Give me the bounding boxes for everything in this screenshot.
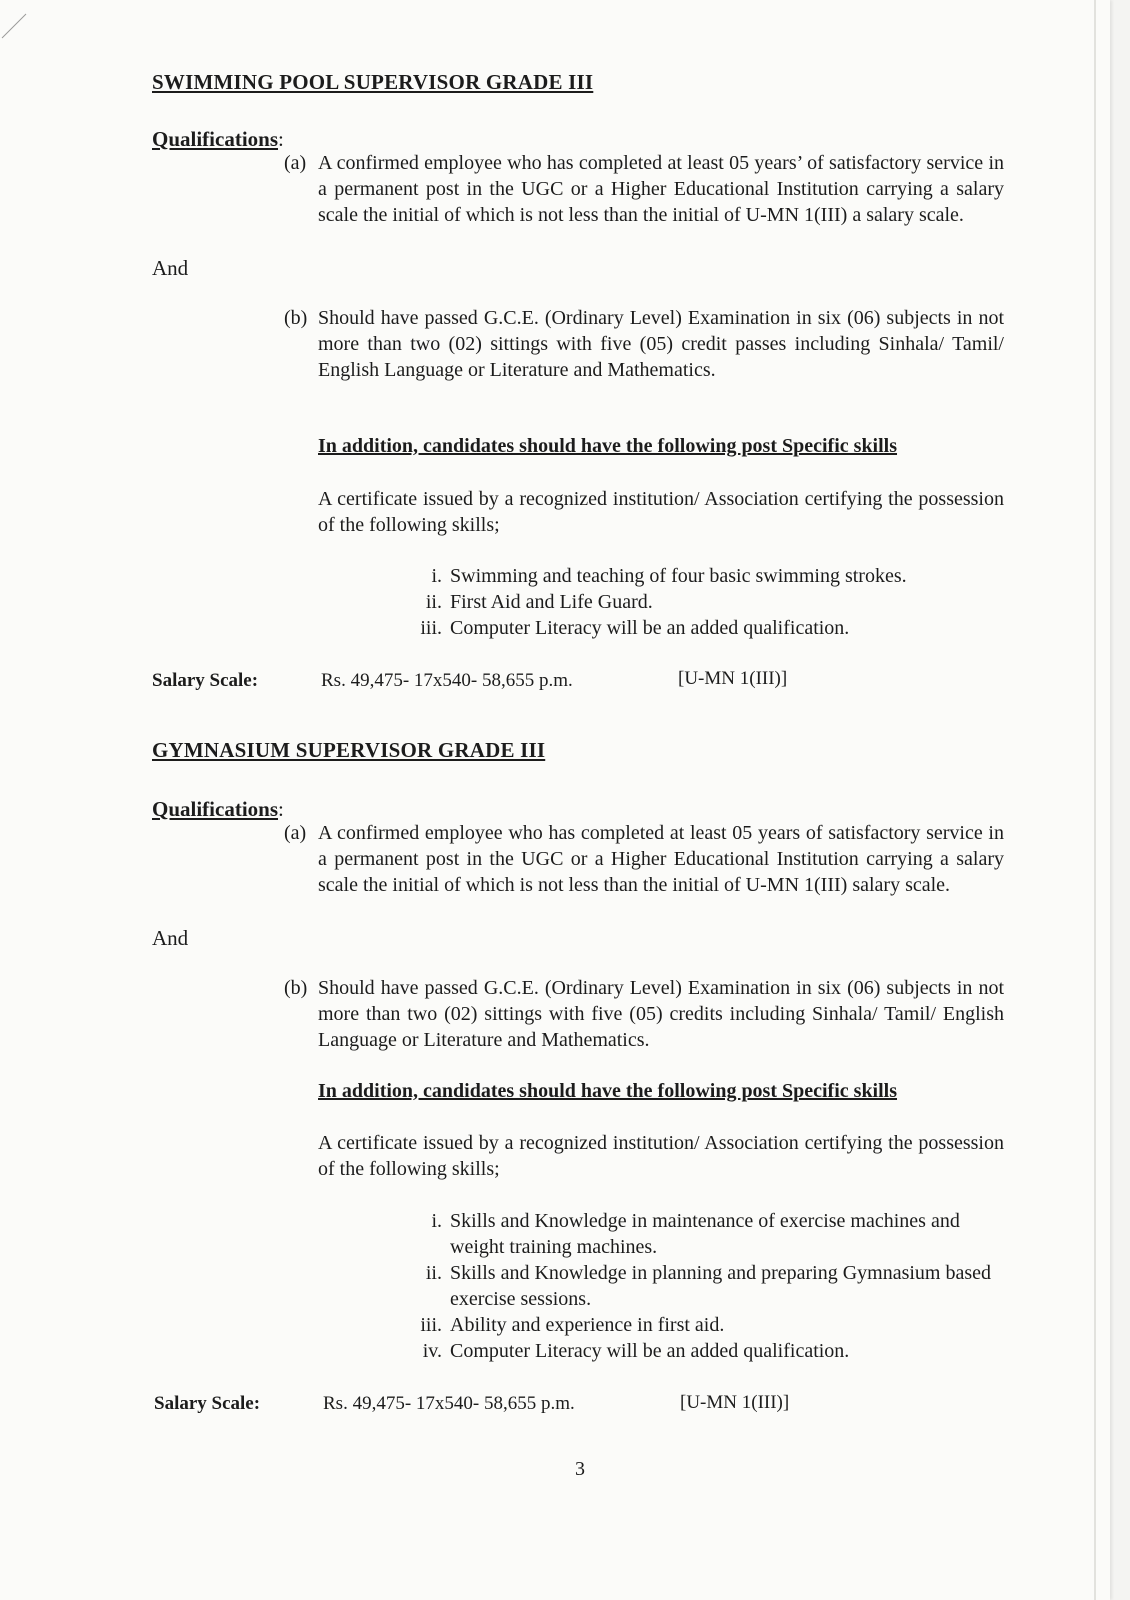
list-item-text: First Aid and Life Guard. xyxy=(450,591,653,613)
salary-scale-code: [U-MN 1(III)] xyxy=(678,668,788,689)
list-item-text: Skills and Knowledge in maintenance of exercise machines and weight training machines. xyxy=(450,1210,960,1258)
list-item-number: i. xyxy=(431,565,442,587)
item-label: (b) xyxy=(284,307,308,329)
list-item xyxy=(420,615,1006,641)
qualifications-heading xyxy=(152,797,284,822)
list-item-text: Computer Literacy will be an added qualification. xyxy=(450,1340,850,1362)
list-item-number: i. xyxy=(431,1210,442,1232)
qualification-item-a xyxy=(284,820,1004,898)
list-item xyxy=(431,563,1006,589)
list-item-number: ii. xyxy=(425,1262,442,1284)
specific-skills-heading: In addition, candidates should have the following post Specific skills xyxy=(318,1080,898,1102)
list-item-text: Ability and experience in first aid. xyxy=(450,1314,725,1336)
skills-list xyxy=(420,563,1006,641)
scan-corner-mark xyxy=(0,0,40,40)
and-conjunction: And xyxy=(152,256,189,280)
certificate-paragraph: A certificate issued by a recognized institution/ Association certifying the possession of the following skills; xyxy=(318,1132,1004,1180)
list-item-number: iii. xyxy=(420,1314,442,1336)
item-label: (b) xyxy=(284,977,308,999)
list-item xyxy=(422,1338,1006,1364)
item-text: A confirmed employee who has completed at least 05 years’ of satisfactory service in a permanent post in the UGC or a Higher Educational Institution carrying a salary scale the initial of which is not less than the initial of U-MN 1(III) a salary scale. xyxy=(318,152,1004,226)
qualifications-label: Qualifications xyxy=(152,127,279,151)
item-label: (a) xyxy=(284,822,307,844)
salary-scale-label: Salary Scale: xyxy=(154,1393,261,1414)
item-text: A confirmed employee who has completed at least 05 years of satisfactory service in a permanent post in the UGC or a Higher Educational Institution carrying a salary scale the initial of which is not less than the initial of U-MN 1(III) salary scale. xyxy=(318,822,1004,896)
salary-scale-code: [U-MN 1(III)] xyxy=(680,1392,790,1413)
page-edge-shadow xyxy=(1094,0,1096,1600)
list-item-text: Swimming and teaching of four basic swimming strokes. xyxy=(450,565,907,587)
salary-scale-value: Rs. 49,475- 17x540- 58,655 p.m. xyxy=(323,1393,575,1414)
page-number: 3 xyxy=(575,1458,585,1480)
specific-skills-heading: In addition, candidates should have the following post Specific skills xyxy=(318,435,898,457)
item-label: (a) xyxy=(284,152,307,174)
item-text: Should have passed G.C.E. (Ordinary Level) Examination in six (06) subjects in not more than two (02) sittings with five (05) credit passes including Sinhala/ Tamil/ English Language or Literature and Mathematics. xyxy=(318,307,1004,381)
list-item xyxy=(420,1312,1006,1338)
item-text: Should have passed G.C.E. (Ordinary Level) Examination in six (06) subjects in not more than two (02) sittings with five (05) credits including Sinhala/ Tamil/ English Language or Literature and Mathematics. xyxy=(318,977,1004,1051)
qualification-item-b xyxy=(284,305,1004,383)
qualification-item-b xyxy=(284,975,1004,1053)
certificate-paragraph: A certificate issued by a recognized institution/ Association certifying the possession of the following skills; xyxy=(318,488,1004,536)
section-title-swimming: SWIMMING POOL SUPERVISOR GRADE III xyxy=(152,70,594,94)
list-item-number: iii. xyxy=(420,617,442,639)
list-item xyxy=(425,1260,1006,1312)
list-item-text: Skills and Knowledge in planning and preparing Gymnasium based exercise sessions. xyxy=(450,1262,992,1310)
list-item-number: iv. xyxy=(422,1340,442,1362)
list-item-text: Computer Literacy will be an added qualification. xyxy=(450,617,850,639)
skills-list xyxy=(420,1208,1006,1364)
list-item xyxy=(425,589,1006,615)
salary-scale-value: Rs. 49,475- 17x540- 58,655 p.m. xyxy=(321,670,573,691)
list-item xyxy=(431,1208,1006,1260)
qualifications-colon: : xyxy=(278,127,284,151)
qualifications-colon: : xyxy=(278,797,284,821)
qualifications-label: Qualifications xyxy=(152,797,279,821)
salary-scale-label: Salary Scale: xyxy=(152,670,259,691)
and-conjunction: And xyxy=(152,926,189,950)
section-title-gymnasium: GYMNASIUM SUPERVISOR GRADE III xyxy=(152,738,546,762)
list-item-number: ii. xyxy=(425,591,442,613)
qualification-item-a xyxy=(284,150,1004,228)
qualifications-heading xyxy=(152,127,284,152)
